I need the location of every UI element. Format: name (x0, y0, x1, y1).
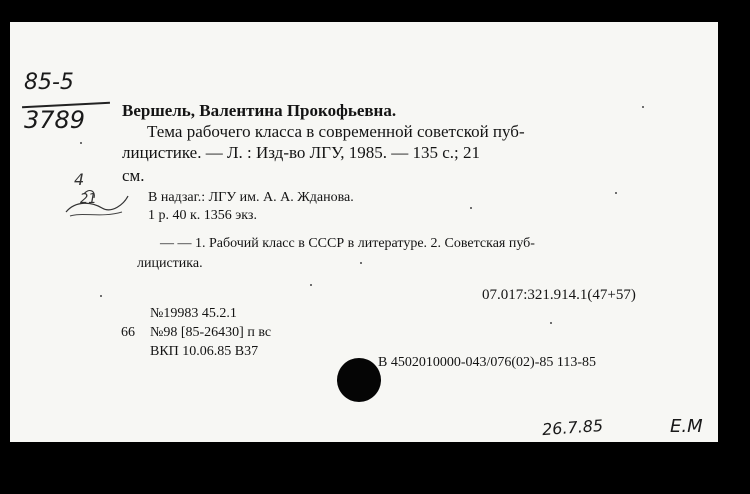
registration-line-2: №98 [85-26430] п вс (150, 325, 272, 340)
handwritten-date: 26.7.85 (541, 415, 604, 440)
shelfmark-bottom: 3789 (24, 106, 86, 134)
speck (80, 142, 82, 144)
subject-line-2: лицистика. (137, 256, 203, 271)
speck (642, 106, 644, 108)
speck (310, 284, 312, 286)
handwritten-scribble-icon (62, 182, 132, 220)
title-line-1: Тема рабочего класса в современной советской пуб- (147, 122, 525, 141)
speck (470, 207, 472, 209)
catalog-card (10, 22, 718, 442)
imprint-line-1: В надзаг.: ЛГУ им. А. А. Жданова. (148, 190, 354, 205)
speck (360, 262, 362, 264)
isbn-line: В 4502010000-043/076(02)-85 113-85 (378, 355, 597, 370)
speck (550, 322, 552, 324)
subject-line-1: — — 1. Рабочий класс в СССР в литературе. 2. Советская пуб- (160, 236, 535, 251)
title-line-2: лицистике. — Л. : Изд-во ЛГУ, 1985. — 135 с.; 21 (122, 143, 481, 162)
speck (100, 295, 102, 297)
registration-prefix: 66 (121, 325, 135, 340)
author-heading: Вершель, Валентина Прокофьевна. (122, 101, 397, 120)
handwritten-mark: 4 (74, 170, 85, 189)
shelfmark-top: 85-5 (24, 70, 74, 95)
handwritten-initials: Е.М (670, 416, 703, 437)
card-punch-hole (337, 358, 381, 402)
registration-line-1: №19983 45.2.1 (150, 306, 237, 321)
registration-line-3: ВКП 10.06.85 В37 (150, 344, 259, 359)
udc-code: 07.017:321.914.1(47+57) (482, 287, 636, 303)
speck (615, 192, 617, 194)
handwritten-mark-2: 21 (80, 192, 97, 207)
imprint-line-2: 1 р. 40 к. 1356 экз. (148, 208, 257, 223)
title-line-3: см. (122, 166, 145, 185)
